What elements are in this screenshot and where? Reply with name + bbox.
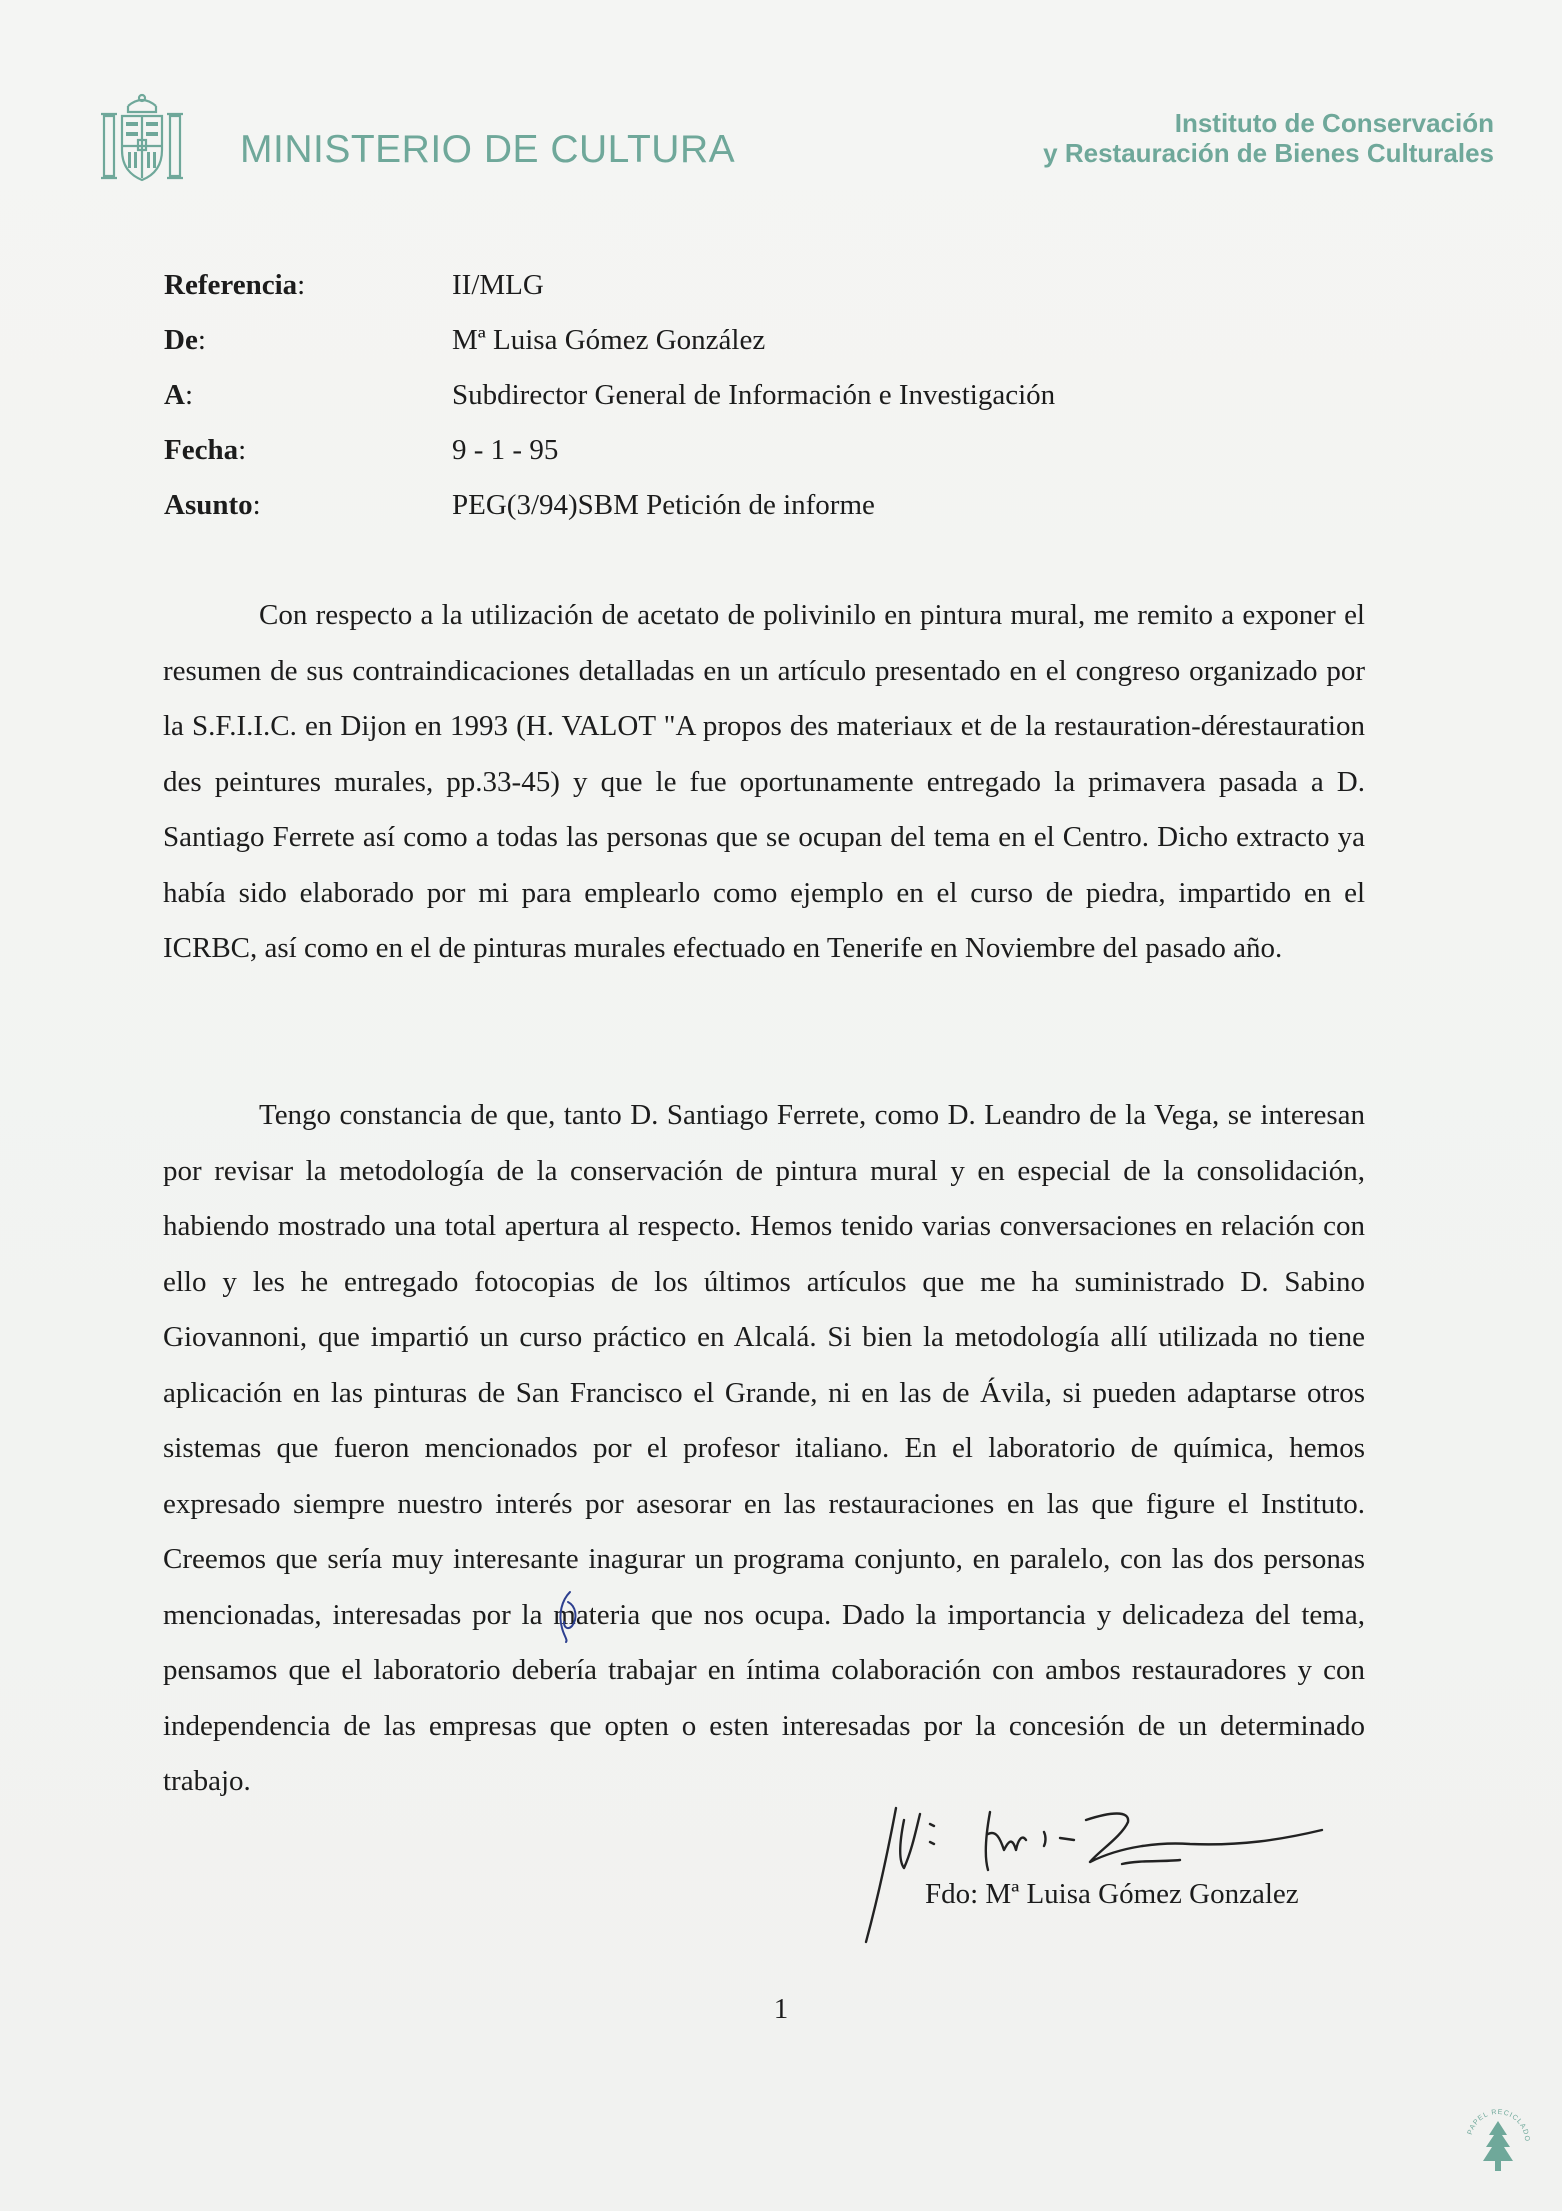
ministry-title: MINISTERIO DE CULTURA	[240, 128, 736, 171]
body-paragraph-2: Tengo constancia de que, tanto D. Santiago Ferrete, como D. Leandro de la Vega, se interesan por revisar la metodología de la conservación de pintura mural y en especial de la consolidación, habiendo mostrado una total apertura al respecto. Hemos tenido varias conversaciones en relación con ello y les he entregado fotocopias de los últimos artículos que me ha suministrado D. Sabino Giovannoni, que impartió un curso práctico en Alcalá. Si bien la metodología allí utilizada no tiene aplicación en las pinturas de San Francisco el Grande, ni en las de Ávila, si pueden adaptarse otros sistemas que fueron mencionados por el profesor italiano. En el laboratorio de química, hemos expresado siempre nuestro interés por asesorar en las restauraciones en las que figure el Instituto. Creemos que sería muy interesante inagurar un programa conjunto, en paralelo, con las dos personas mencionadas, interesadas por la materia que nos ocupa. Dado la importancia y delicadeza del tema, pensamos que el laboratorio debería trabajar en íntima colaboración con ambos restauradores y con independencia de las empresas que opten o esten interesadas por la concesión de un determinado trabajo.	[163, 1099, 1365, 1797]
date-row	[164, 430, 1364, 485]
date-label: Fecha:	[164, 434, 247, 466]
subject-label: Asunto:	[164, 489, 261, 521]
to-label: A:	[164, 379, 194, 411]
reference-row	[164, 265, 1364, 320]
date-value: 9 - 1 - 95	[452, 434, 559, 466]
pen-correction-mark	[548, 1588, 588, 1644]
institute-name	[1043, 108, 1494, 168]
signature-line: Fdo: Mª Luisa Gómez Gonzalez	[925, 1878, 1299, 1910]
body-paragraph-1: Con respecto a la utilización de acetato de polivinilo en pintura mural, me remito a exponer el resumen de sus contraindicaciones detalladas en un artículo presentado en el congreso organizado por la S.F.I.I.C. en Dijon en 1993 (H. VALOT "A propos des materiaux et de la restauration-dérestauration des peintures murales, pp.33-45) y que le fue oportunamente entregado la primavera pasada a D. Santiago Ferrete así como a todas las personas que se ocupan del tema en el Centro. Dicho extracto ya había sido elaborado por mi para emplearlo como ejemplo en el curso de piedra, impartido en el ICRBC, así como en el de pinturas murales efectuado en Tenerife en Noviembre del pasado año.	[163, 599, 1365, 964]
reference-label: Referencia:	[164, 269, 306, 301]
from-row	[164, 320, 1364, 375]
to-row	[164, 375, 1364, 430]
from-label: De:	[164, 324, 206, 356]
reference-block	[164, 265, 1364, 540]
subject-value: PEG(3/94)SBM Petición de informe	[452, 489, 875, 521]
coat-of-arms-icon	[98, 92, 186, 184]
institute-line-1: Instituto de Conservación	[1174, 108, 1494, 138]
subject-row	[164, 485, 1364, 540]
from-value: Mª Luisa Gómez González	[452, 324, 766, 356]
page-number: 1	[773, 1993, 789, 2025]
recycled-paper-tree-icon	[1463, 2099, 1533, 2181]
to-value: Subdirector General de Información e Investigación	[452, 379, 1056, 411]
institute-line-2: y Restauración de Bienes Culturales	[1043, 138, 1494, 168]
reference-value: II/MLG	[452, 269, 544, 301]
recycled-label: PAPEL RECICLADO	[1466, 2108, 1531, 2143]
